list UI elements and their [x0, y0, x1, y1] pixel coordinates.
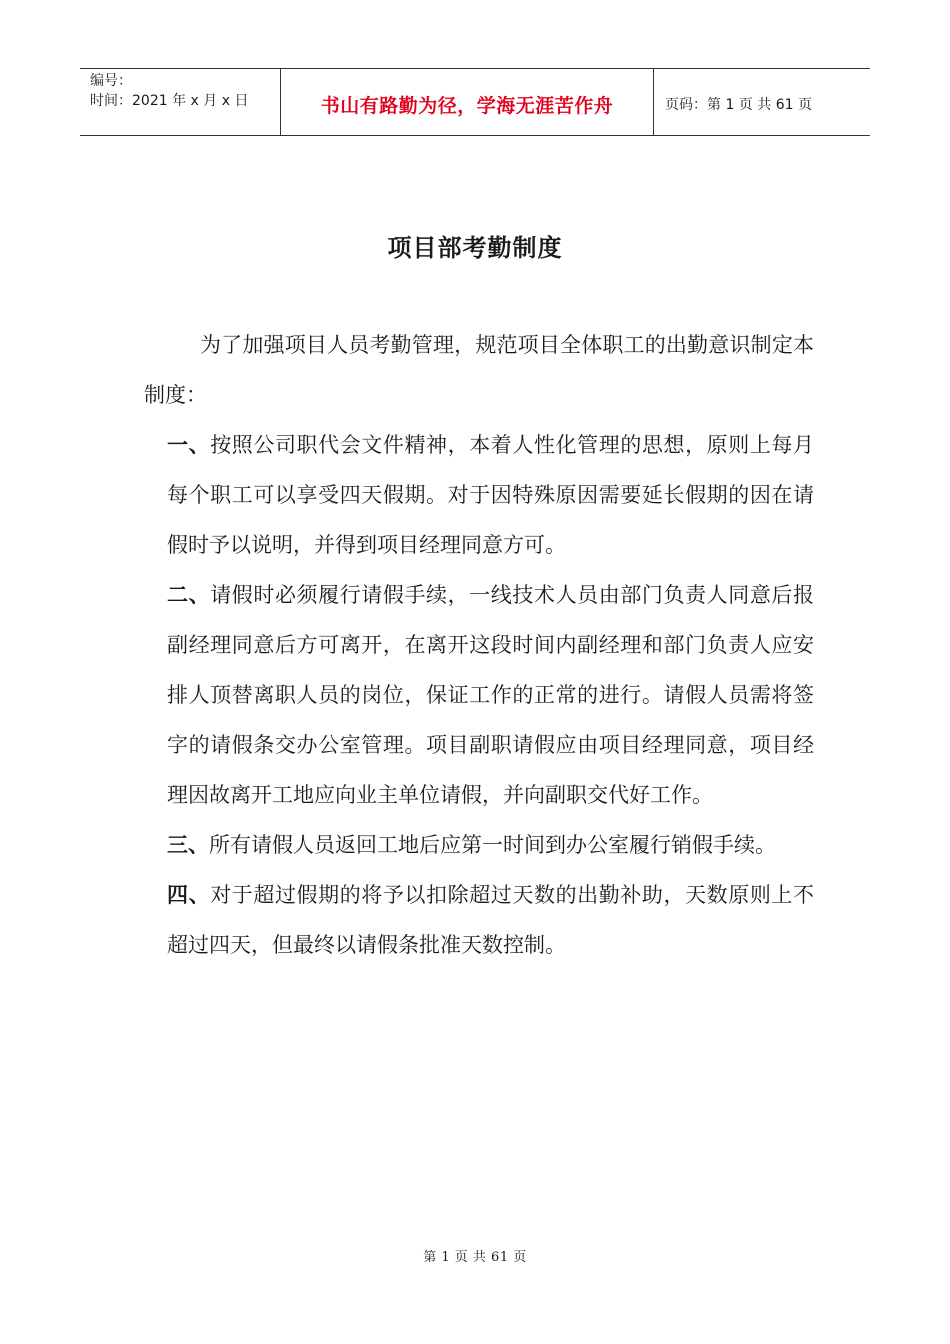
clause-text: 按照公司职代会文件精神，本着人性化管理的思想，原则上每月每个职工可以享受四天假期。对于因特殊原因需要延长假期的因在请假时予以说明，并得到项目经理同意方可。: [167, 433, 815, 557]
document-number-label: 编号：: [90, 73, 132, 89]
clause-number: 四、: [167, 883, 211, 907]
clause-2: [144, 570, 814, 820]
header-page-cell: [654, 71, 870, 137]
clause-number: 一、: [167, 433, 211, 457]
clause-text: 请假时必须履行请假手续，一线技术人员由部门负责人同意后报副经理同意后方可离开，在离开这段时间内副经理和部门负责人应安排人顶替离职人员的岗位，保证工作的正常的进行。请假人员需将签字的请假条交办公室管理。项目副职请假应由项目经理同意，项目经理因故离开工地应向业主单位请假，并向副职交代好工作。: [167, 583, 815, 807]
header-meta-cell: [80, 69, 281, 135]
clause-text: 对于超过假期的将予以扣除超过天数的出勤补助，天数原则上不超过四天，但最终以请假条批准天数控制。: [167, 883, 815, 957]
header-motto-cell: [281, 69, 654, 135]
clause-4: [144, 870, 814, 970]
page-footer: 第 1 页 共 61 页: [423, 1250, 527, 1265]
document-title: 项目部考勤制度: [387, 234, 563, 262]
document-body: [144, 320, 814, 970]
clause-3: [144, 820, 814, 870]
page-header: [80, 68, 870, 136]
clause-number: 三、: [167, 833, 209, 857]
document-date-label: 时间：2021 年 x 月 x 日: [90, 93, 249, 109]
clause-1: [144, 420, 814, 570]
header-motto: 书山有路勤为径，学海无涯苦作舟: [320, 94, 614, 117]
clause-text: 所有请假人员返回工地后应第一时间到办公室履行销假手续。: [209, 833, 776, 857]
intro-paragraph: 为了加强项目人员考勤管理，规范项目全体职工的出勤意识制定本制度：: [144, 333, 814, 407]
header-page-number: 页码：第 1 页 共 61 页: [665, 97, 812, 113]
clause-number: 二、: [167, 583, 211, 607]
